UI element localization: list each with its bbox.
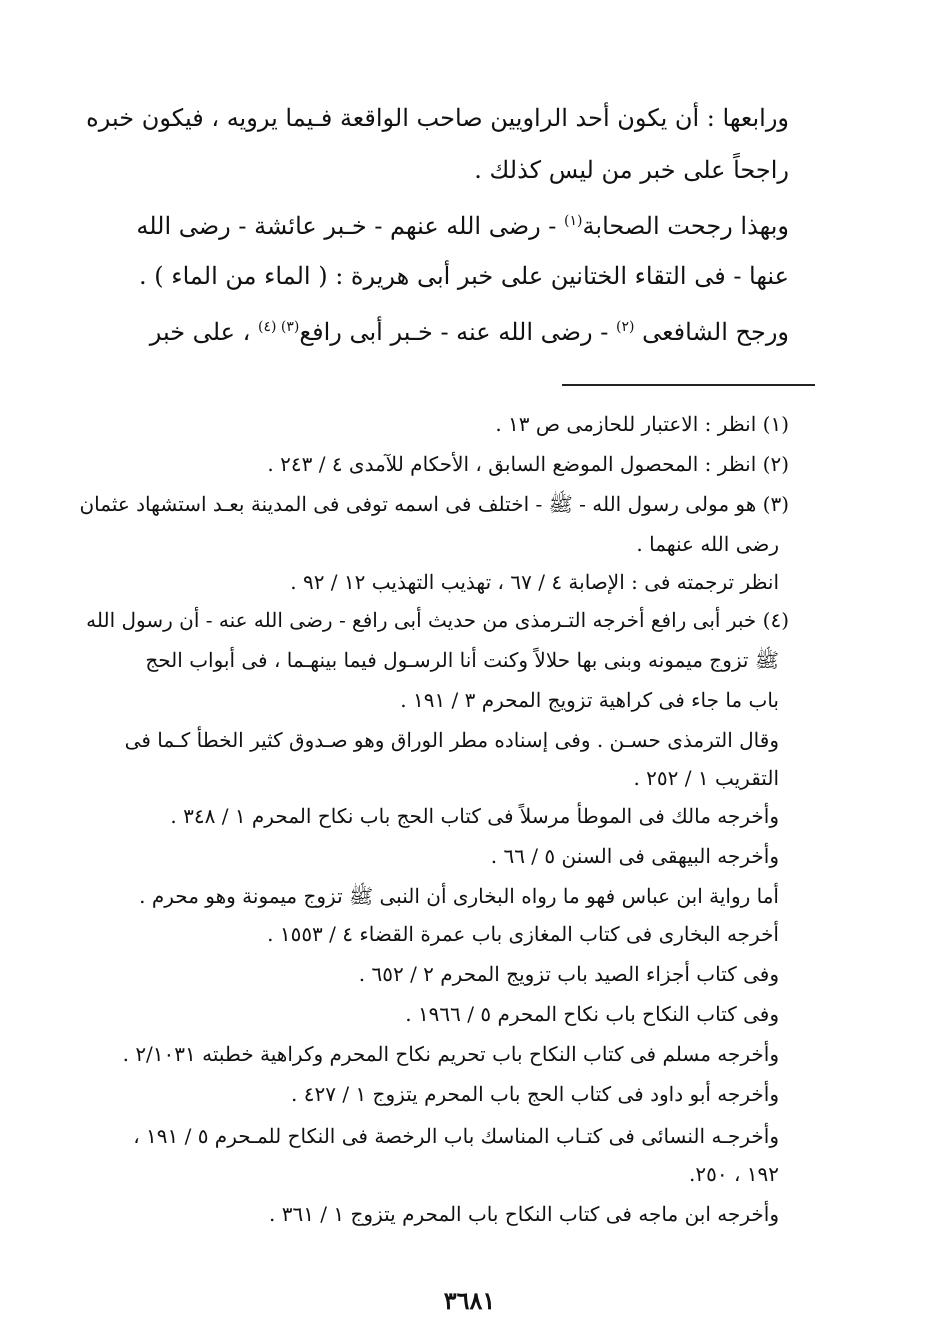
body-paragraph-1-line-1 [86, 104, 789, 132]
body-text: ورجح الشافعى [634, 318, 789, 346]
footnote-reference: (٢) [616, 319, 635, 335]
footnote-line: وأخرجه أبو داود فى كتاب الحج باب المحرم يتزوج ١ / ٤٢٧ . [291, 1082, 779, 1106]
body-text: وبهذا رجحت الصحابة [582, 212, 789, 240]
footnote-line: (١) انظر : الاعتبار للحازمى ص ١٣ . [495, 412, 789, 436]
footnote-line: وأخرجه ابن ماجه فى كتاب النكاح باب المحرم يتزوج ١ / ٣٦١ . [269, 1202, 779, 1226]
body-text: راجحاً على خبر من ليس كذلك . [474, 156, 789, 184]
footnote-line: (٣) هو مولى رسول الله - ﷺ - اختلف فى اسمه توفى فى المدينة بعـد استشهاد عثمان [79, 492, 789, 516]
footnote-line: وأخرجـه النسائى فى كتـاب المناسك باب الرخصة فى النكاح للمـحرم ٥ / ١٩١ ، [133, 1124, 779, 1148]
footnote-line: التقريب ١ / ٢٥٢ . [633, 766, 779, 790]
footnote-line: وأخرجه البيهقى فى السنن ٥ / ٦٦ . [490, 844, 779, 868]
body-paragraph-2-line-2 [139, 262, 789, 290]
footnote-line: ﷺ تزوج ميمونه وبنى بها حلالاً وكنت أنا الرسـول فيما بينهـما ، فى أبواب الحج [145, 648, 779, 672]
footnote-line: أخرجه البخارى فى كتاب المغازى باب عمرة القضاء ٤ / ١٥٥٣ . [267, 922, 779, 946]
body-text: - رضى الله عنه - خـبر أبى رافع [299, 318, 616, 346]
footnote-line: انظر ترجمته فى : الإصابة ٤ / ٦٧ ، تهذيب التهذيب ١٢ / ٩٢ . [290, 570, 779, 594]
footnote-reference: (١) [564, 213, 583, 229]
footnote-line: رضى الله عنهما . [636, 532, 779, 556]
footnote-line: أما رواية ابن عباس فهو ما رواه البخارى أن النبى ﷺ تزوج ميمونة وهو محرم . [139, 884, 779, 908]
footnote-line: وفى كتاب أجزاء الصيد باب تزويج المحرم ٢ / ٦٥٢ . [358, 962, 779, 986]
footnote-line: وأخرجه مسلم فى كتاب النكاح باب تحريم نكاح المحرم وكراهية خطبته ٢/١٠٣١ . [122, 1042, 779, 1066]
footnote-line: (٢) انظر : المحصول الموضع السابق ، الأحكام للآمدى ٤ / ٢٤٣ . [267, 452, 789, 476]
body-text: ، على خبر [149, 318, 258, 346]
body-paragraph-3-line-1 [150, 318, 789, 346]
footnote-line: وأخرجه مالك فى الموطأ مرسلاً فى كتاب الحج باب نكاح المحرم ١ / ٣٤٨ . [170, 804, 779, 828]
footnote-reference: (٣) (٤) [257, 319, 300, 335]
footnote-separator [562, 384, 815, 386]
body-text: عنها - فى التقاء الختانين على خبر أبى هريرة : ( الماء من الماء ) . [139, 262, 789, 290]
footnote-line: وقال الترمذى حسـن . وفى إسناده مطر الوراق وهو صـدوق كثير الخطأ كـما فى [124, 728, 779, 752]
body-text: ورابعها : أن يكون أحد الراويين صاحب الواقعة فـيما يرويه ، فيكون خبره [86, 104, 789, 132]
body-paragraph-2-line-1 [136, 212, 789, 240]
footnote-line: باب ما جاء فى كراهية تزويج المحرم ٣ / ١٩١ . [400, 688, 779, 712]
footnote-line: (٤) خبر أبى رافع أخرجه التـرمذى من حديث أبى رافع - رضى الله عنه - أن رسول الله [86, 608, 789, 632]
body-text: - رضى الله عنهم - خـبر عائشة - رضى الله [136, 212, 565, 240]
footnote-line: وفى كتاب النكاح باب نكاح المحرم ٥ / ١٩٦٦ . [405, 1002, 779, 1026]
page-number: ٣٦٨١ [443, 1286, 496, 1315]
body-paragraph-1-line-2 [474, 156, 789, 184]
footnote-line: ١٩٢ ، ٢٥٠. [689, 1162, 779, 1186]
